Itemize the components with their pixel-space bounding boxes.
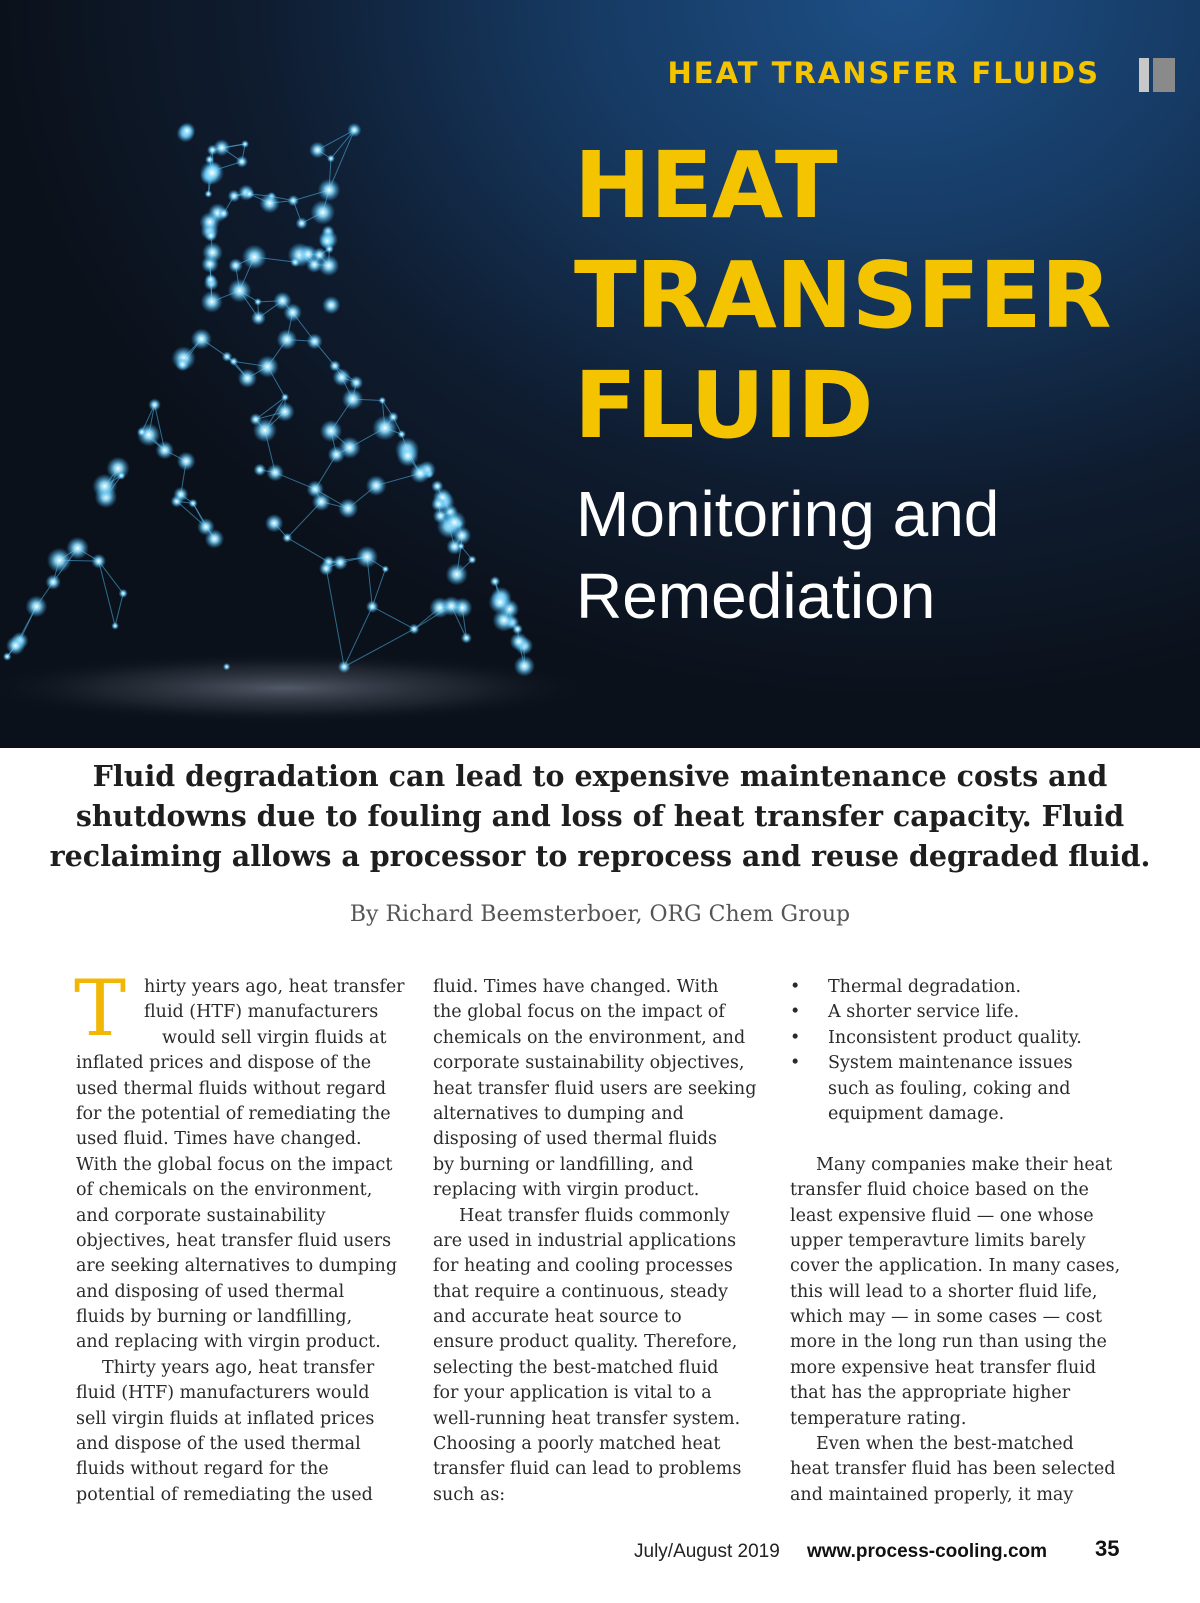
network-node: [222, 351, 233, 362]
network-node: [281, 393, 289, 401]
network-node: [378, 397, 386, 405]
network-node: [265, 514, 283, 532]
network-node: [296, 217, 308, 229]
deck-line: Fluid degradation can lead to expensive maintenance costs and: [92, 759, 1108, 793]
network-node: [306, 256, 323, 273]
body-line: are used in industrial applications: [433, 1230, 737, 1251]
network-node: [320, 420, 342, 442]
network-node: [366, 475, 387, 496]
body-line: heat transfer fluid users are seeking: [433, 1078, 757, 1099]
network-node: [319, 561, 333, 575]
body-line: hirty years ago, heat transfer: [144, 977, 405, 997]
article-deck: [40, 756, 1160, 876]
network-node: [366, 600, 379, 613]
flask-network-illustration: [0, 60, 620, 740]
network-node: [322, 296, 340, 314]
network-node: [137, 427, 147, 437]
body-line: cover the application. In many cases,: [790, 1256, 1121, 1277]
body-line: fluids without regard for the: [76, 1459, 329, 1480]
body-line: sell virgin fluids at inflated prices: [76, 1408, 375, 1429]
deck-line: shutdowns due to fouling and loss of heat transfer capacity. Fluid: [75, 799, 1125, 833]
body-line: and maintained properly, it may: [790, 1484, 1074, 1505]
network-node: [176, 357, 190, 371]
network-node: [446, 563, 468, 585]
network-node: [179, 122, 196, 139]
body-line: fluid (HTF) manufacturers: [144, 1002, 379, 1023]
network-node: [199, 212, 220, 233]
network-node: [410, 463, 430, 483]
network-node: [468, 555, 477, 564]
network-node: [514, 655, 535, 676]
network-node: [288, 195, 300, 207]
network-node: [397, 430, 406, 439]
footer-website-link[interactable]: www.process-cooling.com: [807, 1541, 1048, 1562]
network-node: [356, 546, 378, 568]
network-node: [173, 487, 188, 502]
network-node: [177, 452, 196, 471]
network-node: [223, 663, 231, 671]
network-node: [382, 565, 389, 572]
body-line: ensure product quality. Therefore,: [433, 1332, 738, 1353]
headline-line-3: FLUID: [574, 352, 873, 459]
network-node: [249, 413, 261, 425]
network-node: [204, 190, 212, 198]
network-node: [242, 244, 267, 269]
body-line: and accurate heat source to: [433, 1307, 682, 1328]
network-node: [244, 189, 254, 199]
body-line: temperature rating.: [790, 1408, 967, 1429]
network-node: [202, 242, 223, 263]
network-link: [99, 561, 115, 626]
network-node: [119, 589, 128, 598]
body-line: fluids by burning or landfilling,: [76, 1307, 353, 1328]
network-node: [201, 291, 223, 313]
network-node: [409, 624, 420, 635]
drop-cap: T: [74, 964, 127, 1054]
network-node: [47, 548, 72, 573]
network-node: [266, 464, 284, 482]
deck-line: reclaiming allows a processor to reprocess and reuse degraded fluid.: [49, 839, 1151, 873]
network-node: [276, 329, 297, 350]
network-node: [111, 622, 119, 630]
network-node: [290, 257, 300, 267]
network-node: [339, 437, 361, 459]
section-label-bars: [1139, 58, 1179, 92]
body-line: which may — in some cases — cost: [790, 1307, 1103, 1328]
bullet-dot: •: [790, 1002, 801, 1023]
network-node: [282, 533, 292, 543]
network-node: [349, 376, 363, 390]
network-node: [372, 415, 397, 440]
network-node: [254, 463, 267, 476]
headline-line-1: HEAT: [574, 132, 837, 239]
body-line: and dispose of the used thermal: [76, 1434, 361, 1455]
body-line: that require a continuous, steady: [433, 1281, 728, 1302]
body-line: for the potential of remediating the: [76, 1103, 391, 1124]
body-line: objectives, heat transfer fluid users: [76, 1230, 392, 1251]
network-node: [205, 229, 217, 241]
network-node: [273, 292, 291, 310]
body-line: alternatives to dumping and: [433, 1103, 684, 1124]
body-line: and replacing with virgin product.: [76, 1332, 381, 1353]
bullet-item: [790, 975, 1130, 1000]
network-node: [207, 144, 218, 155]
network-node: [256, 355, 278, 377]
network-node: [156, 441, 174, 459]
network-node: [338, 498, 358, 518]
body-line: more in the long run than using the: [790, 1332, 1107, 1353]
body-column-3: [790, 975, 1130, 1508]
network-node: [117, 471, 126, 480]
bullet-dot: •: [790, 1053, 801, 1074]
network-node: [488, 591, 511, 614]
body-line: fluid. Times have changed. With: [433, 977, 719, 997]
network-node: [241, 140, 249, 148]
network-node: [191, 328, 212, 349]
network-node: [342, 388, 363, 409]
footer-issue-date: July/August 2019: [634, 1541, 780, 1562]
network-node: [431, 480, 443, 492]
body-line: well-running heat transfer system.: [433, 1408, 741, 1429]
subhead-line-2: Remediation: [576, 560, 936, 632]
byline: By Richard Beemsterboer, ORG Chem Group: [349, 902, 851, 927]
bullet-item: [790, 1051, 1130, 1076]
network-node: [307, 480, 324, 497]
network-node: [490, 576, 500, 586]
network-node: [329, 360, 341, 372]
body-line: corporate sustainability objectives,: [433, 1053, 745, 1074]
body-line: used thermal fluids without regard: [76, 1078, 387, 1099]
blank-line: [790, 1127, 1130, 1152]
body-line: heat transfer fluid has been selected: [790, 1459, 1116, 1480]
body-line: Thirty years ago, heat transfer: [102, 1357, 375, 1378]
bullet-text: A shorter service life.: [828, 1002, 1020, 1023]
network-node: [148, 398, 161, 411]
network-node: [25, 595, 47, 617]
bullet-dot: •: [790, 1027, 801, 1048]
subhead-line-1: Monitoring and: [576, 478, 1000, 550]
body-line: Many companies make their heat: [816, 1154, 1113, 1175]
body-line: are seeking alternatives to dumping: [76, 1256, 398, 1277]
body-column-1: [76, 975, 411, 1508]
body-line: transfer fluid can lead to problems: [433, 1459, 742, 1480]
bullet-text: Thermal degradation.: [828, 977, 1022, 997]
body-line: Choosing a poorly matched heat: [433, 1434, 721, 1455]
body-line: upper temperavture limits barely: [790, 1230, 1086, 1251]
body-line: and corporate sustainability: [76, 1205, 326, 1226]
body-line: transfer fluid choice based on the: [790, 1180, 1089, 1201]
network-node: [275, 402, 295, 422]
network-node: [397, 445, 419, 467]
bullet-text: equipment damage.: [828, 1103, 1005, 1124]
bullet-text: such as fouling, coking and: [828, 1078, 1071, 1099]
network-node: [461, 632, 472, 643]
body-line: for heating and cooling processes: [433, 1256, 733, 1277]
body-line: inflated prices and dispose of the: [76, 1053, 372, 1074]
network-node: [510, 632, 528, 650]
network-node: [205, 274, 217, 286]
body-line: such as:: [433, 1484, 506, 1505]
network-node: [205, 529, 224, 548]
body-line: replacing with virgin product.: [433, 1180, 700, 1201]
body-line: disposing of used thermal fluids: [433, 1129, 718, 1150]
body-line: by burning or landfilling, and: [433, 1154, 694, 1175]
body-line: the global focus on the impact of: [433, 1002, 725, 1023]
network-node: [188, 499, 197, 508]
network-node: [307, 333, 323, 349]
bullet-text: Inconsistent product quality.: [828, 1027, 1082, 1048]
network-node: [228, 258, 242, 272]
network-link: [115, 593, 123, 625]
body-line: that has the appropriate higher: [790, 1383, 1071, 1404]
network-node: [327, 154, 335, 162]
network-node: [318, 179, 341, 202]
body-line: Heat transfer fluids commonly: [459, 1205, 730, 1226]
bullet-dot: •: [790, 977, 801, 997]
body-line: and disposing of used thermal: [76, 1281, 345, 1302]
network-node: [254, 298, 262, 306]
network-node: [251, 310, 266, 325]
bullet-item: [790, 1026, 1130, 1051]
body-line: potential of remediating the used: [76, 1484, 373, 1505]
network-link: [372, 607, 414, 629]
body-line: With the global focus on the impact: [76, 1154, 393, 1175]
network-node: [218, 208, 230, 220]
body-line: would sell virgin fluids at: [162, 1027, 387, 1048]
body-line: this will lead to a shorter fluid life,: [790, 1281, 1098, 1302]
bullet-text: System maintenance issues: [828, 1053, 1073, 1074]
network-node: [319, 233, 335, 249]
network-link: [326, 568, 344, 666]
body-line: for your application is vital to a: [433, 1383, 712, 1404]
network-node: [441, 596, 461, 616]
flask-base-shadow: [0, 652, 595, 724]
body-line: Even when the best-matched: [816, 1434, 1074, 1455]
bullet-item: [790, 1000, 1130, 1025]
page-number: 35: [1095, 1536, 1120, 1561]
network-node: [238, 369, 257, 388]
network-node: [200, 161, 224, 185]
network-node: [236, 156, 248, 168]
network-node: [338, 660, 351, 673]
network-node: [6, 636, 25, 655]
body-line: of chemicals on the environment,: [76, 1180, 373, 1201]
body-line: selecting the best-matched fluid: [433, 1357, 719, 1378]
network-node: [228, 279, 252, 303]
network-node: [259, 193, 279, 213]
hero-banner: [0, 0, 1200, 748]
network-node: [347, 123, 361, 137]
body-line: least expensive fluid — one whose: [790, 1205, 1094, 1226]
body-line: fluid (HTF) manufacturers would: [76, 1383, 370, 1404]
network-node: [91, 554, 106, 569]
network-node: [453, 526, 472, 545]
body-line: chemicals on the environment, and: [433, 1027, 746, 1048]
section-label: HEAT TRANSFER FLUIDS: [667, 56, 1100, 90]
body-column-2: [433, 975, 773, 1508]
network-node: [45, 574, 60, 589]
network-node: [310, 200, 335, 225]
body-line: more expensive heat transfer fluid: [790, 1357, 1097, 1378]
body-line: used fluid. Times have changed.: [76, 1129, 362, 1150]
network-link: [287, 538, 328, 562]
network-node: [309, 142, 326, 159]
headline-line-2: TRANSFER: [574, 242, 1111, 349]
